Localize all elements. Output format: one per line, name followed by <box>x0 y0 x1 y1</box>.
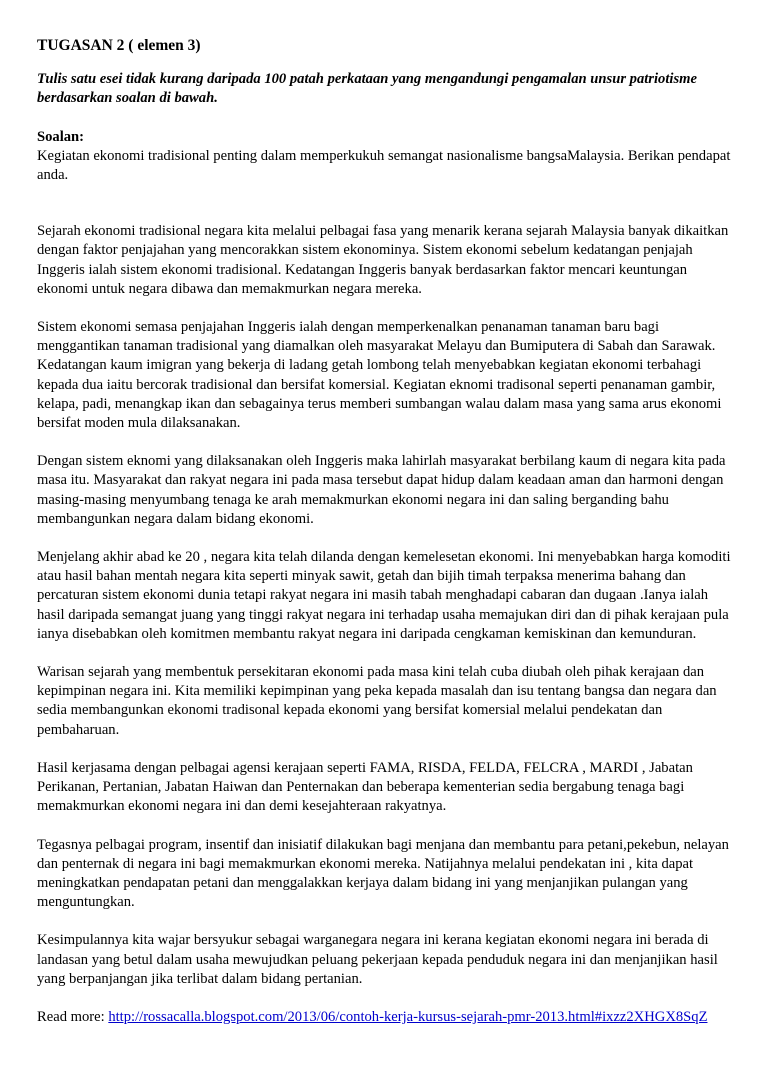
paragraph-5: Warisan sejarah yang membentuk persekitaran ekonomi pada masa kini telah cuba diubah oleh pihak kerajaan dan kepimpinan negara ini. Kita memiliki kepimpinan yang peka kepada masalah dan isu tentang bangsa dan negara dan sedia membangunkan ekonomi tradisonal kepada ekonomi yang bersifat komersial melalui pendekatan dan pembaharuan. <box>37 664 717 738</box>
question-text: Kegiatan ekonomi tradisional penting dalam memperkukuh semangat nasionalisme bangsaMalaysia. Berikan pendapat anda. <box>37 147 731 184</box>
paragraph-4: Menjelang akhir abad ke 20 , negara kita telah dilanda dengan kemelesetan ekonomi. Ini menyebabkan harga komoditi atau hasil bahan mentah negara kita seperti minyak sawit, getah dan bijih timah terpaksa menerima bahang dan percaturan sistem ekonomi dunia tetapi rakyat negara ini masih tabah menghadapi cabaran dan dugaan .Ianya ialah hasil daripada semangat juang yang tinggi rakyat negara ini terhadap usaha memajukan diri dan di pihak kerajaan pula ianya disebabkan oleh komitmen membantu rakyat negara ini daripada cengkaman kemiskinan dan kemunduran. <box>37 549 731 642</box>
paragraph-1: Sejarah ekonomi tradisional negara kita melalui pelbagai fasa yang menarik kerana sejarah Malaysia banyak dikaitkan dengan faktor penjajahan yang mencorakkan sistem ekonominya. Sistem ekonomi sebelum kedatangan penjajah Inggeris ialah sistem ekonomi tradisional. Kedatangan Inggeris banyak berdasarkan faktor mencari keuntungan ekonomi untuk negara dibawa dan memakmurkan negara mereka. <box>37 223 729 297</box>
read-more-label: Read more: <box>37 1008 109 1025</box>
document-page <box>37 36 734 1027</box>
paragraph-7: Tegasnya pelbagai program, insentif dan inisiatif dilakukan bagi menjana dan membantu para petani,pekebun, nelayan dan penternak di negara ini bagi memakmurkan ekonomi mereka. Natijahnya melalui pendekatan ini , kita dapat meningkatkan pendapatan petani dan menggalakkan kerjaya dalam bidang ini yang menjanjikan pulangan yang menguntungkan. <box>37 836 729 911</box>
read-more-link[interactable]: http://rossacalla.blogspot.com/2013/06/contoh-kerja-kursus-sejarah-pmr-2013.html#ixzz2XHGX8SqZ <box>108 1008 708 1025</box>
paragraph-3: Dengan sistem eknomi yang dilaksanakan oleh Inggeris maka lahirlah masyarakat berbilang kaum di negara kita pada masa itu. Masyarakat dan rakyat negara ini pada masa tersebut dapat hidup dalam keadaan aman dan harmoni dengan masing-masing menyumbang tenaga ke arah memakmurkan ekonomi negara ini dan saling berganding bahu membangunkan negara dalam bidang ekonomi. <box>37 453 726 527</box>
question-label: Soalan: <box>37 128 85 145</box>
paragraph-6: Hasil kerjasama dengan pelbagai agensi kerajaan seperti FAMA, RISDA, FELDA, FELCRA , MARDI , Jabatan Perikanan, Pertanian, Jabatan Haiwan dan Penternakan dan beberapa kementerian sedia bergabung tenaga bagi memakmurkan ekonomi negara ini dan demi kesejahteraan rakyatnya. <box>37 759 693 815</box>
paragraph-8: Kesimpulannya kita wajar bersyukur sebagai warganegara negara ini kerana kegiatan ekonomi negara ini berada di landasan yang betul dalam usaha mewujudkan peluang pekerjaan kepada penduduk negara ini dan menjanjikan hasil yang berpanjangan jika terlibat dalam bidang pertanian. <box>37 932 718 987</box>
instruction-text: Tulis satu esei tidak kurang daripada 100 patah perkataan yang mengandungi pengamalan unsur patriotisme berdasarkan soalan di bawah. <box>37 71 697 107</box>
read-more <box>37 1008 734 1027</box>
document-title: TUGASAN 2 ( elemen 3) <box>37 37 201 54</box>
paragraph-2: Sistem ekonomi semasa penjajahan Inggeris ialah dengan memperkenalkan penanaman tanaman baru bagi menggantikan tanaman tradisional yang diamalkan oleh masyarakat Melayu dan Bumiputera di Sabah dan Sarawak. Kedatangan kaum imigran yang bekerja di ladang getah lombong telah menyebabkan kegiatan ekonomi terbahagi kepada dua iaitu bercorak tradisional dan bersifat komersial. Kegiatan eknomi tradisonal seperti penanaman gambir, kelapa, padi, menangkap ikan dan sebagainya terus memberi sumbangan walau dalam masa yang sama arus ekonomi bersifat moden mula dilaksanakan. <box>37 319 722 432</box>
